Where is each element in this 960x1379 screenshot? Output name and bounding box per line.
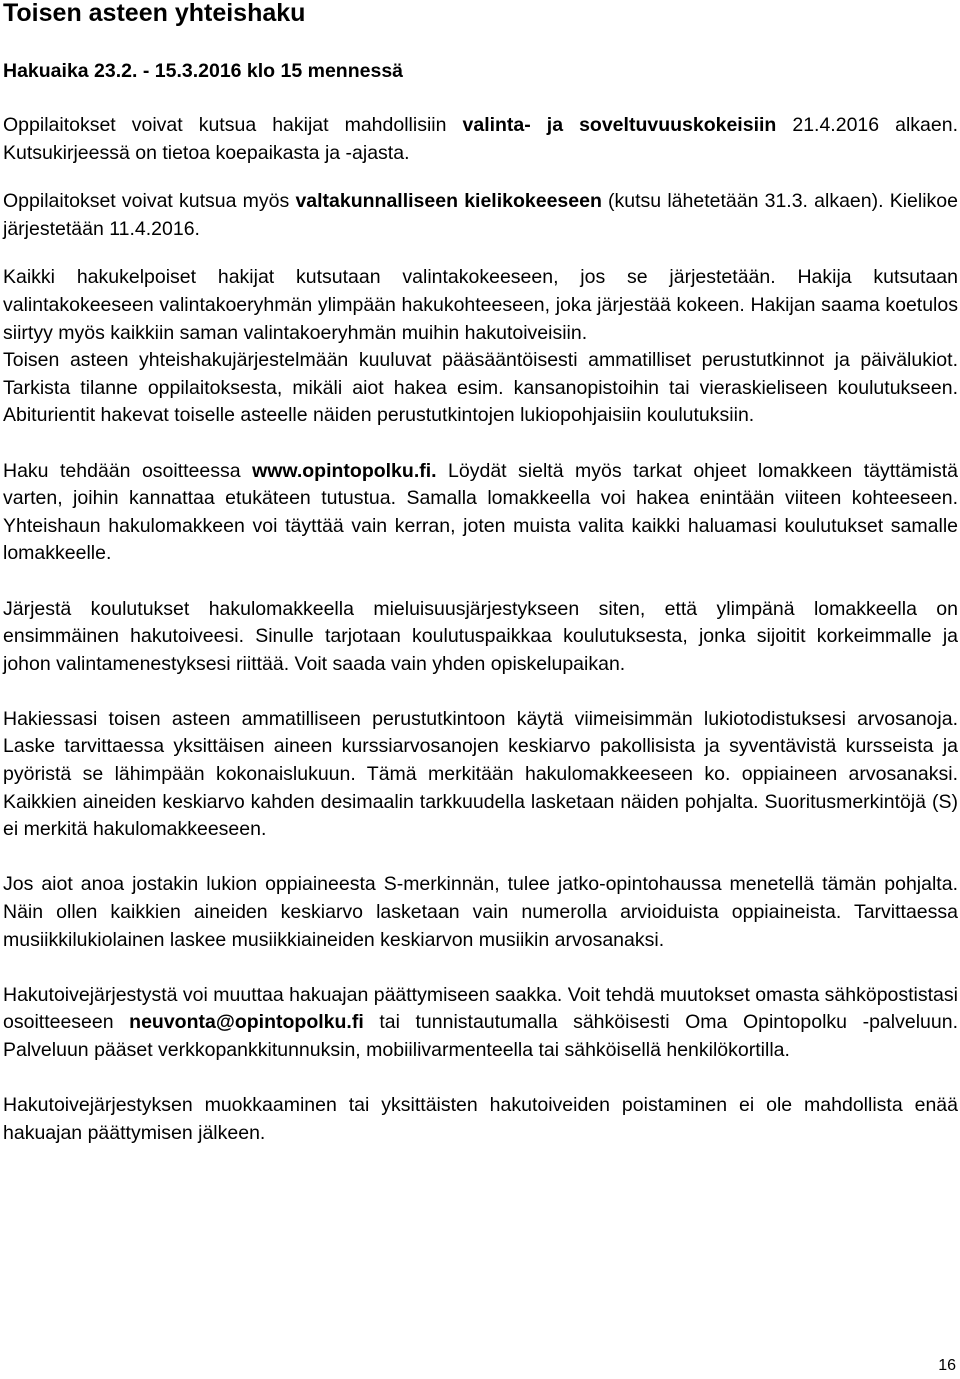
paragraph-text: 21.4.2016 alkaen. Kutsukirjeessä on tietoa koepaikasta ja -ajasta. [3,114,959,164]
paragraph-preference-order: Järjestä koulutukset hakulomakkeella mieluisuusjärjestykseen siten, että ylimpänä lomakkeella on ensimmäinen hakutoiveesi. Sinulle tarjotaan koulutuspaikkaa koulutuksesta, jonka sijoitit korkeimmalle ja johon valintamenestyksesi riittää. Voit saada vain yhden opiskelupaikan. [3,597,958,675]
paragraph-text: (kutsu lähetetään 31.3. alkaen). Kielikoe järjestetään 11.4.2016. [3,190,958,240]
paragraph-text: Löydät sieltä myös tarkat ohjeet lomakkeen täyttämistä varten, joihin kannattaa etukäteen tutustua. Samalla lomakkeella voi hakea enintään viiteen kohteeseen. Yhteishaun hakulomakkeen voi täyttää vain kerran, joten muista valita kaikki haluamasi koulutukset samalle lomakkeelle. [3,459,958,565]
email-address-text: neuvonta@opintopolku.fi [129,1011,364,1034]
paragraph-after-deadline: Hakutoivejärjestyksen muokkaaminen tai yksittäisten hakutoiveiden poistaminen ei ole mahdollista enää hakuajan päättymisen jälkeen. [3,1094,958,1144]
paragraph-exam-invitations: Kaikki hakukelpoiset hakijat kutsutaan valintakokeeseen, jos se järjestetään. Hakija kutsutaan valintakokeeseen valintakoeryhmän ylimpään hakukohteeseen, joka järjestää kokeen. Hakijan saama koetulos siirtyy myös kaikkiin saman valintakoeryhmän muihin hakutoiveisiin. [3,266,958,344]
application-period-heading: Hakuaika 23.2. - 15.3.2016 klo 15 mennessä [3,60,404,82]
paragraph-text: Haku tehdään osoitteessa [3,459,253,482]
page-number: 16 [938,1357,956,1374]
paragraph-emphasis: valtakunnalliseen kielikokeeseen [295,190,602,213]
paragraph-changing-preferences [3,982,958,1065]
paragraph-text: Oppilaitokset voivat kutsua hakijat mahdollisiin [3,114,463,136]
paragraph-text: Oppilaitokset voivat kutsua myös [3,190,296,213]
paragraph-emphasis: valinta- ja soveltuvuuskokeisiin [462,114,777,136]
paragraph-s-marking: Jos aiot anoa jostakin lukion oppiaineesta S-merkinnän, tulee jatko-opintohaussa menetellä tämän pohjalta. Näin ollen kaikkien aineiden keskiarvo lasketaan vain numerolla arvioiduista oppiaineista. Tarvittaessa musiikkilukiolainen laskee musiikkiaineiden keskiarvon musiikin arvosanaksi. [3,873,958,951]
paragraph-application-site [3,458,958,568]
paragraph-grades: Hakiessasi toisen asteen ammatilliseen perustutkintoon käytä viimeisimmän lukiotodistuksesi arvosanoja. Laske tarvittaessa yksittäisen aineen kurssiarvosanojen keskiarvo pakollisista ja syventävistä kursseista ja pyöristä se lähimpään kokonaislukuun. Tämä merkitään hakulomakkeeseen ko. oppiaineen arvosanaksi. Kaikkien aineiden keskiarvo kahden desimaalin tarkkuudella lasketaan näiden pohjalta. Suoritusmerkintöjä (S) ei merkitä hakulomakkeeseen. [3,707,958,841]
paragraph-entrance-exams [3,112,958,167]
document-body [3,112,958,1147]
paragraph-text: tai tunnistautumalla sähköisesti Oma Opintopolku -palveluun. Palveluun pääset verkkopankkitunnuksin, mobiilivarmenteella tai sähköisellä henkilökortilla. [3,1011,958,1061]
document-title: Toisen asteen yhteishaku [3,0,306,27]
paragraph-text: Hakutoivejärjestystä voi muuttaa hakuajan päättymiseen saakka. Voit tehdä muutokset omasta sähköpostistasi osoitteeseen [3,983,958,1034]
paragraph-language-test [3,188,958,243]
paragraph-education-types: Toisen asteen yhteishakujärjestelmään kuuluvat pääsääntöisesti ammatilliset perustutkinnot ja päivälukiot. Tarkista tilanne oppilaitoksesta, mikäli aiot hakea esim. kansanopistoihin tai vieraskieliseen koulutukseen. Abiturientit hakevat toiselle asteelle näiden perustutkintojen lukiopohjaisiin koulutuksiin. [3,349,958,427]
website-link-text: www.opintopolku.fi. [252,459,437,482]
